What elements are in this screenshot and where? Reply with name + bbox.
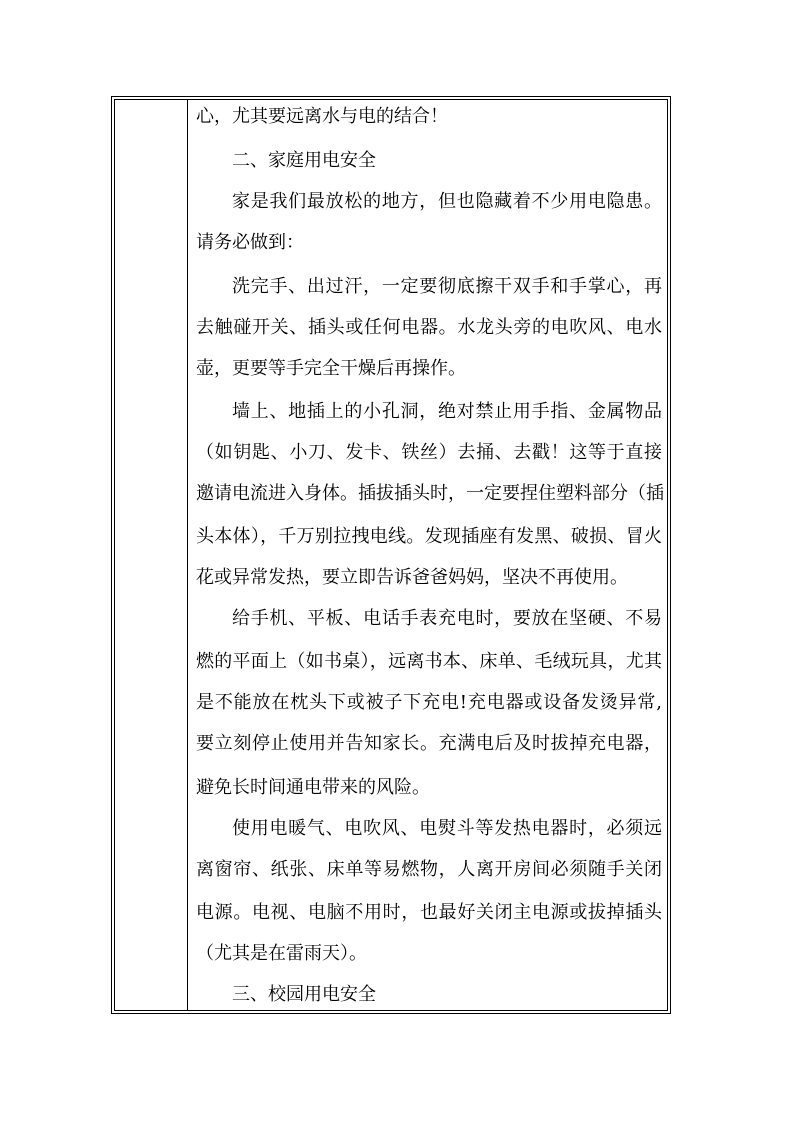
text-line: 去触碰开关、插头或任何电器。水龙头旁的电吹风、电水 — [196, 317, 662, 338]
text-line: 燃的平面上（如书桌），远离书本、床单、毛绒玩具，尤其 — [196, 651, 662, 672]
text-line: 邀请电流进入身体。插拔插头时，一定要捏住塑料部分（插 — [196, 483, 664, 504]
text-line: 请务必做到： — [196, 232, 304, 253]
text-line: 头本体），千万别拉拽电线。发现插座有发黑、破损、冒火 — [196, 526, 662, 547]
table-column-divider — [187, 99, 188, 1011]
text-line: （如钥匙、小刀、发卡、铁丝）去捅、去戳！这等于直接 — [196, 442, 662, 463]
section-heading: 三、校园用电安全 — [232, 984, 376, 1005]
text-line: 墙上、地插上的小孔洞，绝对禁止用手指、金属物品 — [232, 401, 662, 422]
text-line: 要立刻停止使用并告知家长。充满电后及时拔掉充电器， — [196, 733, 662, 754]
text-line: 洗完手、出过汗，一定要彻底擦干双手和手掌心，再 — [232, 276, 662, 297]
text-line: 家是我们最放松的地方，但也隐藏着不少用电隐患。 — [232, 191, 662, 212]
section-heading: 二、家庭用电安全 — [232, 150, 376, 171]
text-line: 离窗帘、纸张、床单等易燃物，人离开房间必须随手关闭 — [196, 859, 662, 880]
text-line: 给手机、平板、电话手表充电时，要放在坚硬、不易 — [232, 608, 662, 629]
text-line: 避免长时间通电带来的风险。 — [196, 777, 430, 798]
text-line: 电源。电视、电脑不用时，也最好关闭主电源或拔掉插头 — [196, 902, 662, 923]
text-line: 使用电暖气、电吹风、电熨斗等发热电器时，必须远 — [232, 818, 662, 839]
text-line: （尤其是在雷雨天）。 — [196, 943, 367, 964]
text-line: 心，尤其要远离水与电的结合！ — [196, 106, 448, 127]
text-line: 是不能放在枕头下或被子下充电!充电器或设备发烫异常, — [196, 692, 662, 713]
text-line: 花或异常发热，要立即告诉爸爸妈妈，坚决不再使用。 — [196, 567, 628, 588]
text-line: 壶，更要等手完全干燥后再操作。 — [196, 358, 466, 379]
